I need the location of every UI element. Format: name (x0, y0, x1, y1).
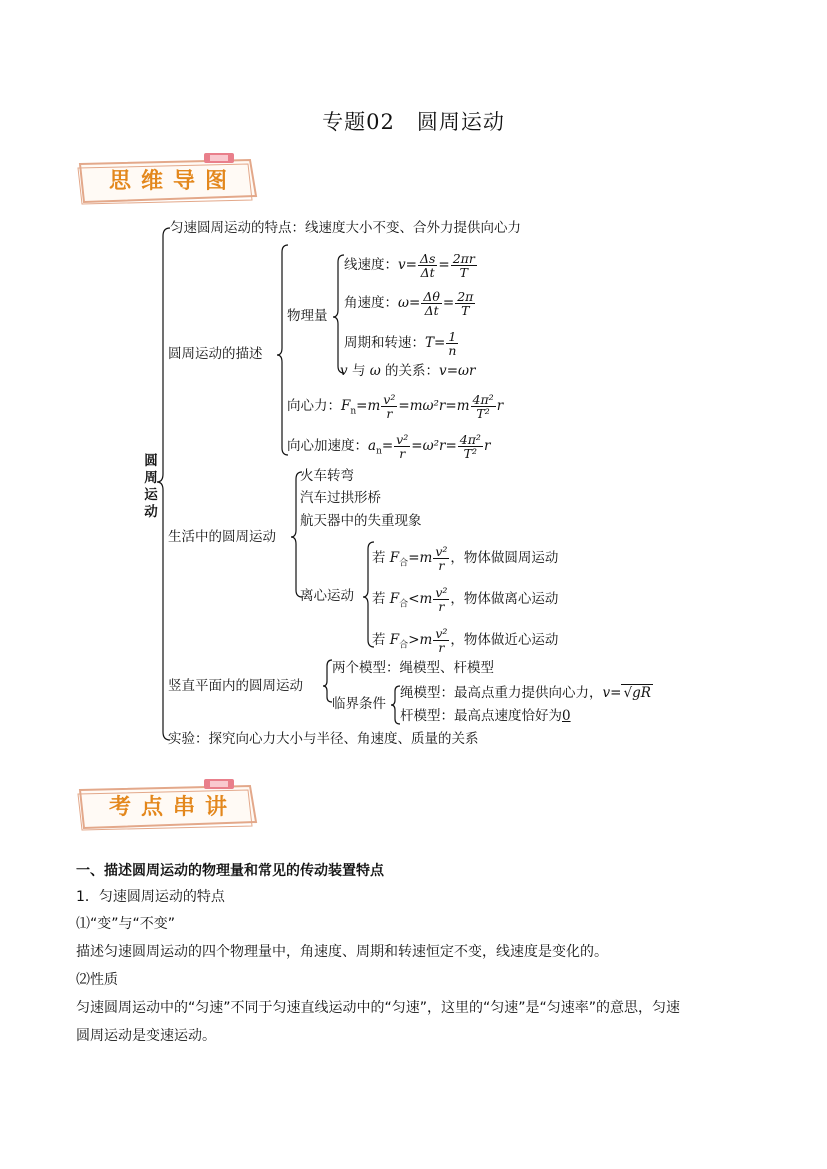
node-arch-bridge: 汽车过拱形桥 (300, 490, 381, 506)
node-linear-velocity: 线速度：v= $\frac{\Delta s}{\Delta t}$ = $\frac{2\pi r}{T}$ (344, 251, 475, 280)
paragraph-change: 描述匀速圆周运动的四个物理量中，角速度、周期和转速恒定不变，线速度是变化的。 (76, 944, 608, 960)
node-centripetal-acceleration: 向心加速度：$a_n=$ $\frac{\text{v²}}{r}$ =ω²r= $\frac{\text{4π²}}{\text{T²}}$ r (287, 432, 491, 461)
keypoints-banner (74, 778, 264, 832)
node-weightlessness: 航天器中的失重现象 (300, 513, 422, 529)
branch-description: 圆周运动的描述 (168, 346, 263, 362)
branch-experiment: 实验：探究向心力大小与半径、角速度、质量的关系 (168, 731, 479, 747)
paragraph-nature-line2: 圆周运动是变速运动。 (76, 1028, 216, 1044)
paragraph-nature-line1: 匀速圆周运动中的“匀速”不同于匀速直线运动中的“匀速”，这里的“匀速”是“匀速率”的意思，匀速 (76, 1000, 681, 1016)
subheading-uniform: 1．匀速圆周运动的特点 (76, 889, 225, 905)
point-change: ⑴“变”与“不变” (76, 916, 176, 932)
page-title: 专题02 圆周运动 (322, 110, 505, 134)
node-physical-quantities: 物理量 (287, 308, 328, 324)
node-case-circular: 若 $F_合=m$ $\frac{\text{v²}}{r}$ ，物体做圆周运动 (372, 544, 559, 573)
node-case-centrifugal: 若 $F_合<m$ $\frac{\text{v²}}{r}$ ，物体做离心运动 (372, 585, 559, 614)
node-two-models: 两个模型：绳模型、杆模型 (332, 660, 494, 676)
branch-uniform-features: 匀速圆周运动的特点：线速度大小不变、合外力提供向心力 (170, 220, 521, 236)
node-case-centripetal: 若 $F_合>m$ $\frac{\text{v²}}{r}$ ，物体做近心运动 (372, 626, 559, 655)
branch-vertical-plane: 竖直平面内的圆周运动 (168, 678, 303, 694)
node-period-frequency: 周期和转速：T= $\frac{1}{n}$ (344, 329, 457, 358)
node-centripetal-force: 向心力：$F_n=m$ $\frac{\text{v²}}{r}$ =mω²r=m $\frac{\text{4π²}}{\text{T²}}$ r (287, 392, 504, 421)
mindmap-root: 圆周运动 (144, 453, 158, 520)
node-rod-model: 杆模型：最高点速度恰好为0 (400, 708, 571, 724)
node-angular-velocity: 角速度：ω= $\frac{\Delta\theta}{\Delta t}$ = $\frac{2\pi}{T}$ (344, 289, 474, 318)
node-train-turn: 火车转弯 (300, 468, 354, 484)
node-v-omega-relation: v 与 ω 的关系：v=ωr (340, 363, 476, 379)
node-centrifugal: 离心运动 (300, 588, 354, 604)
node-critical-condition: 临界条件 (332, 696, 386, 712)
section-heading: 一、描述圆周运动的物理量和常见的传动装置特点 (76, 863, 384, 879)
point-nature: ⑵性质 (76, 972, 118, 988)
branch-daily-life: 生活中的圆周运动 (168, 529, 276, 545)
banner-title: 考点串讲 (108, 794, 237, 820)
node-rope-model: 绳模型：最高点重力提供向心力，v= √gR (400, 685, 651, 701)
banner-title: 思维导图 (108, 168, 237, 194)
